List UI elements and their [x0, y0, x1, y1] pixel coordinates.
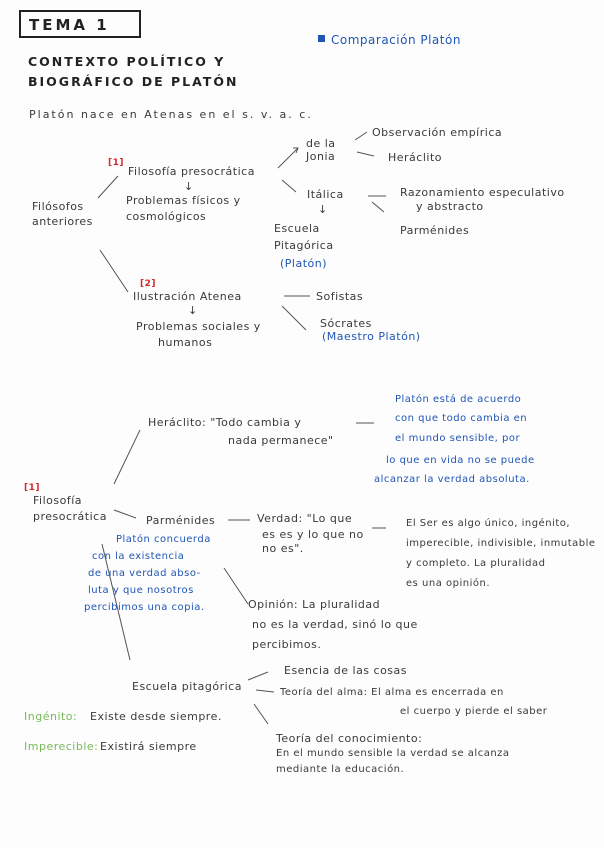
maestro-label: (Maestro Platón)	[322, 330, 421, 343]
ingenito-text: Existe desde siempre.	[90, 710, 222, 723]
presocratica-label: Filosofía presocrática	[128, 165, 255, 178]
imperecible-text: Existirá siempre	[100, 740, 197, 753]
opinion-2: no es la verdad, sinó lo que	[252, 618, 418, 631]
parmenides-label: Parménides	[400, 224, 470, 237]
platon-concuerda-4: luta y que nosotros	[88, 585, 194, 596]
esencia-label: Esencia de las cosas	[284, 664, 408, 677]
verdad-3: no es".	[262, 542, 304, 555]
razonamiento-1: Razonamiento especulativo	[400, 186, 565, 199]
ser-2: imperecible, indivisible, inmutable	[406, 538, 596, 549]
heraclito-quote-1: Heráclito: "Todo cambia y	[148, 416, 302, 429]
platon-concuerda-2: con la existencia	[92, 551, 185, 562]
marker-2: [2]	[140, 279, 156, 289]
teoria-alma-1: Teoría del alma: El alma es encerrada en	[280, 687, 504, 698]
presocratica2-1: Filosofía	[33, 494, 82, 507]
platon-acuerdo-5: alcanzar la verdad absoluta.	[374, 474, 530, 485]
parmenides-label-2: Parménides	[146, 514, 216, 527]
platon-concuerda-3: de una verdad abso-	[88, 568, 201, 579]
heading-line-1: CONTEXTO POLÍTICO Y	[28, 54, 226, 69]
teoria-conocimiento-1: Teoría del conocimiento:	[276, 732, 423, 745]
escuela-pitagorica: Escuela pitagórica	[132, 680, 242, 693]
problemas-fisicos-1: Problemas físicos y	[126, 194, 241, 207]
comparison-label: Comparación Platón	[331, 33, 461, 47]
arrow-down-2: ↓	[188, 304, 198, 317]
italica-label: Itálica	[307, 188, 344, 201]
italica-arrow: ↓	[318, 203, 328, 216]
filosofos-label-2: anteriores	[32, 215, 93, 228]
arrow-down-1: ↓	[184, 180, 194, 193]
platon-acuerdo-1: Platón está de acuerdo	[395, 394, 522, 405]
heraclito-label: Heráclito	[388, 151, 443, 164]
platon-acuerdo-3: el mundo sensible, por	[395, 433, 521, 444]
platon-concuerda-5: percibimos una copia.	[84, 602, 205, 613]
bullet-square-icon	[318, 35, 325, 42]
platon-acuerdo-4: lo que en vida no se puede	[386, 455, 535, 466]
sofistas-label: Sofistas	[316, 290, 364, 303]
ser-4: es una opinión.	[406, 578, 491, 589]
imperecible-label: Imperecible:	[24, 740, 99, 753]
platon-paren: (Platón)	[280, 257, 328, 270]
ser-1: El Ser es algo único, ingénito,	[406, 518, 571, 529]
marker-3: [1]	[24, 483, 40, 493]
problemas-sociales-2: humanos	[158, 336, 213, 349]
opinion-1: Opinión: La pluralidad	[248, 598, 381, 611]
jonia-label-2: Jonia	[306, 150, 336, 163]
heading-line-2: BIOGRÁFICO DE PLATÓN	[28, 74, 239, 89]
presocratica2-2: presocrática	[33, 510, 107, 523]
ingenito-label: Ingénito:	[24, 710, 78, 723]
marker-1: [1]	[108, 158, 124, 168]
teoria-conocimiento-2: En el mundo sensible la verdad se alcanza	[276, 748, 510, 759]
topic-title-box	[19, 10, 141, 38]
platon-acuerdo-2: con que todo cambia en	[395, 413, 528, 424]
problemas-fisicos-2: cosmológicos	[126, 210, 207, 223]
jonia-label-1: de la	[306, 137, 336, 150]
socrates-label: Sócrates	[320, 317, 372, 330]
escuela-label-1: Escuela	[274, 222, 320, 235]
razonamiento-2: y abstracto	[416, 200, 484, 213]
teoria-conocimiento-3: mediante la educación.	[276, 764, 405, 775]
filosofos-label-1: Filósofos	[32, 200, 84, 213]
escuela-label-2: Pitagórica	[274, 239, 334, 252]
topic-title: TEMA 1	[29, 16, 110, 34]
observacion-label: Observación empírica	[372, 126, 503, 139]
platon-concuerda-1: Platón concuerda	[116, 534, 211, 545]
problemas-sociales-1: Problemas sociales y	[136, 320, 261, 333]
verdad-1: Verdad: "Lo que	[257, 512, 353, 525]
ilustracion-label: Ilustración Atenea	[133, 290, 242, 303]
opinion-3: percibimos.	[252, 638, 322, 651]
heraclito-quote-2: nada permanece"	[228, 434, 334, 447]
verdad-2: es es y lo que no	[262, 528, 364, 541]
intro-text: Platón nace en Atenas en el s. v. a. c.	[29, 108, 313, 121]
teoria-alma-2: el cuerpo y pierde el saber	[400, 706, 548, 717]
ser-3: y completo. La pluralidad	[406, 558, 546, 569]
